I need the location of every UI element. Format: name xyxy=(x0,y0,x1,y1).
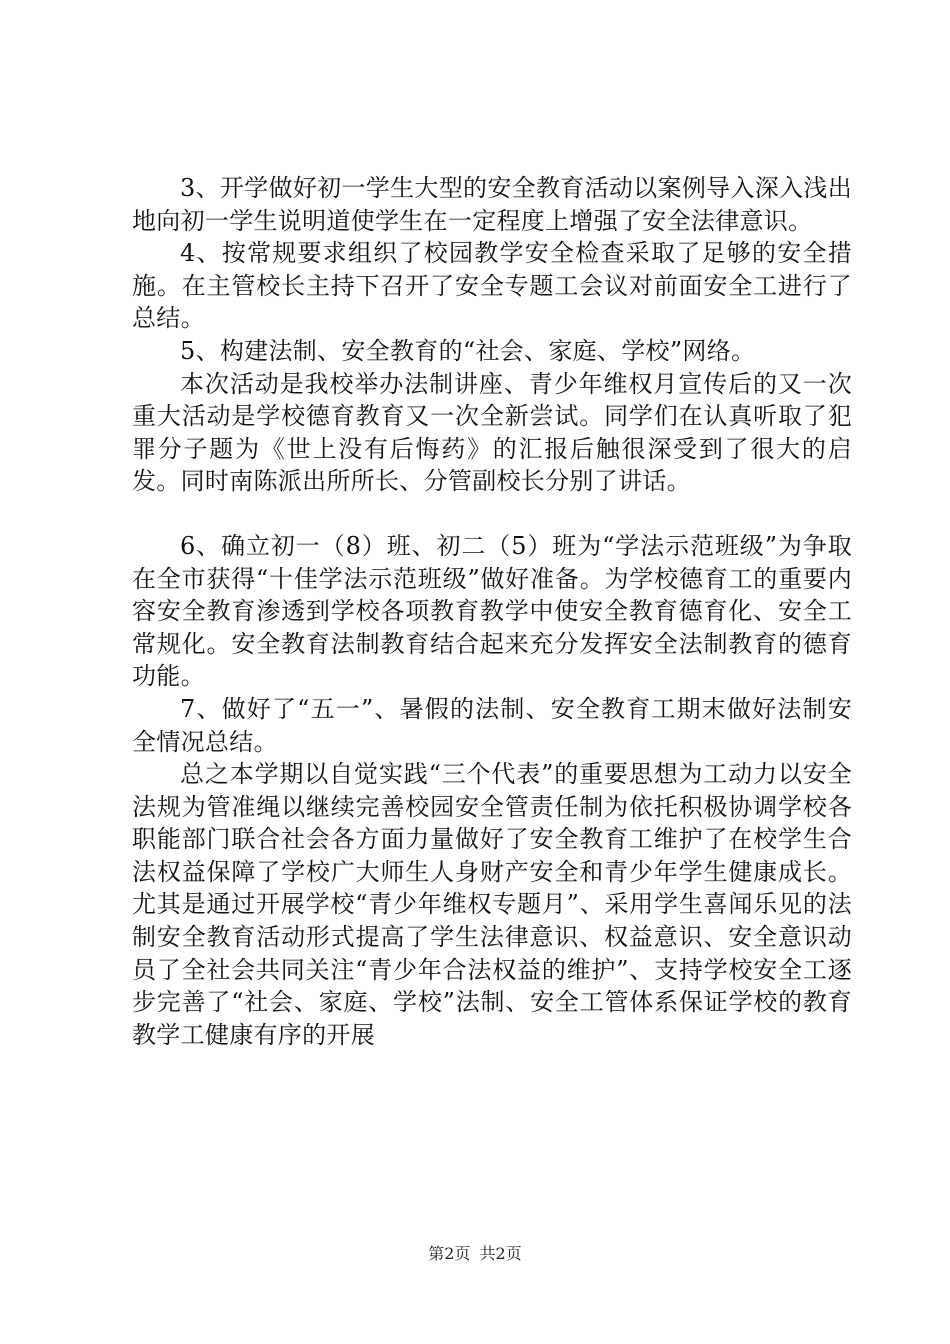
paragraph-activity-summary: 本次活动是我校举办法制讲座、青少年维权月宣传后的又一次重大活动是学校德育教育又一次全新尝试。同学们在认真听取了犯罪分子题为《世上没有后悔药》的汇报后触很深受到了很大的启发。同时南陈派出所所长、分管副校长分别了讲话。 xyxy=(132,369,852,496)
paragraph-item-6: 6、确立初一（8）班、初二（5）班为“学法示范班级”为争取在全市获得“十佳学法示范班级”做好准备。为学校德育工的重要内容安全教育渗透到学校各项教育教学中使安全教育德育化、安全工常规化。安全教育法制教育结合起来充分发挥安全法制教育的德育功能。 xyxy=(132,531,852,691)
document-body xyxy=(132,172,852,1051)
paragraph-item-3: 3、开学做好初一学生大型的安全教育活动以案例导入深入浅出地向初一学生说明道使学生在一定程度上增强了安全法律意识。 xyxy=(132,174,852,235)
paragraph-item-5: 5、构建法制、安全教育的“社会、家庭、学校”网络。 xyxy=(180,336,756,365)
page-number: 第2页 xyxy=(428,1244,471,1263)
page-total: 共2页 xyxy=(479,1244,522,1263)
paragraph-conclusion: 总之本学期以自觉实践“三个代表”的重要思想为工动力以安全法规为管准绳以继续完善校园安全管责任制为依托积极协调学校各职能部门联合社会各方面力量做好了安全教育工维护了在校学生合法权益保障了学校广大师生人身财产安全和青少年学生健康成长。尤其是通过开展学校“青少年维权专题月”、采用学生喜闻乐见的法制安全教育活动形式提高了学生法律意识、权益意识、安全意识动员了全社会共同关注“青少年合法权益的维护”、支持学校安全工逐步完善了“社会、家庭、学校”法制、安全工管体系保证学校的教育教学工健康有序的开展 xyxy=(132,760,852,1049)
paragraph-item-4: 4、按常规要求组织了校园教学安全检查采取了足够的安全措施。在主管校长主持下召开了安全专题工会议对前面安全工进行了总结。 xyxy=(132,239,852,333)
paragraph-item-7: 7、做好了“五一”、暑假的法制、安全教育工期末做好法制安全情况总结。 xyxy=(132,694,852,756)
page-footer xyxy=(0,1244,950,1264)
